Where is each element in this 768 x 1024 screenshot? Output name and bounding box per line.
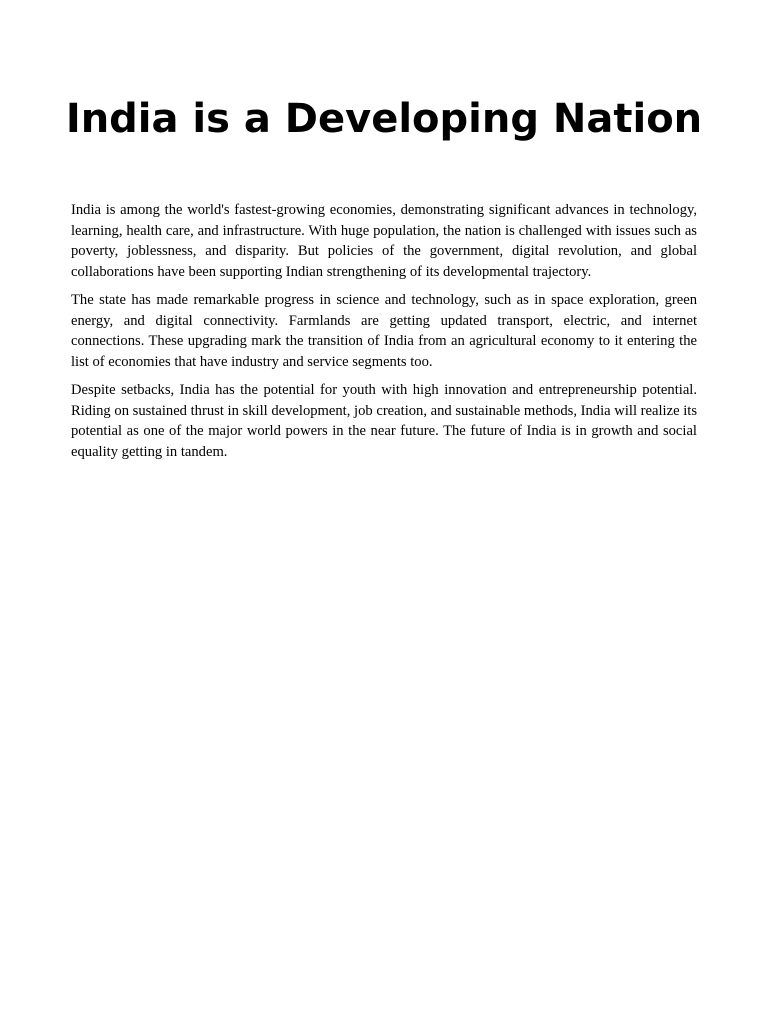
page-title: India is a Developing Nation	[65, 96, 703, 142]
paragraph-1: India is among the world's fastest-growing economies, demonstrating significant advances in technology, learning, health care, and infrastructure. With huge population, the nation is challenged with issues such as poverty, joblessness, and disparity. But policies of the government, digital revolution, and global collaborations have been supporting Indian strengthening of its developmental trajectory.	[71, 202, 697, 280]
paragraph-2: The state has made remarkable progress in science and technology, such as in space exploration, green energy, and digital connectivity. Farmlands are getting updated transport, electric, and internet connections. These upgrading mark the transition of India from an agricultural economy to it entering the list of economies that have industry and service segments too.	[71, 292, 697, 370]
document-body	[71, 200, 697, 470]
paragraph-3: Despite setbacks, India has the potential for youth with high innovation and entrepreneurship potential. Riding on sustained thrust in skill development, job creation, and sustainable methods, India will realize its potential as one of the major world powers in the near future. The future of India is in growth and social equality getting in tandem.	[71, 382, 697, 460]
